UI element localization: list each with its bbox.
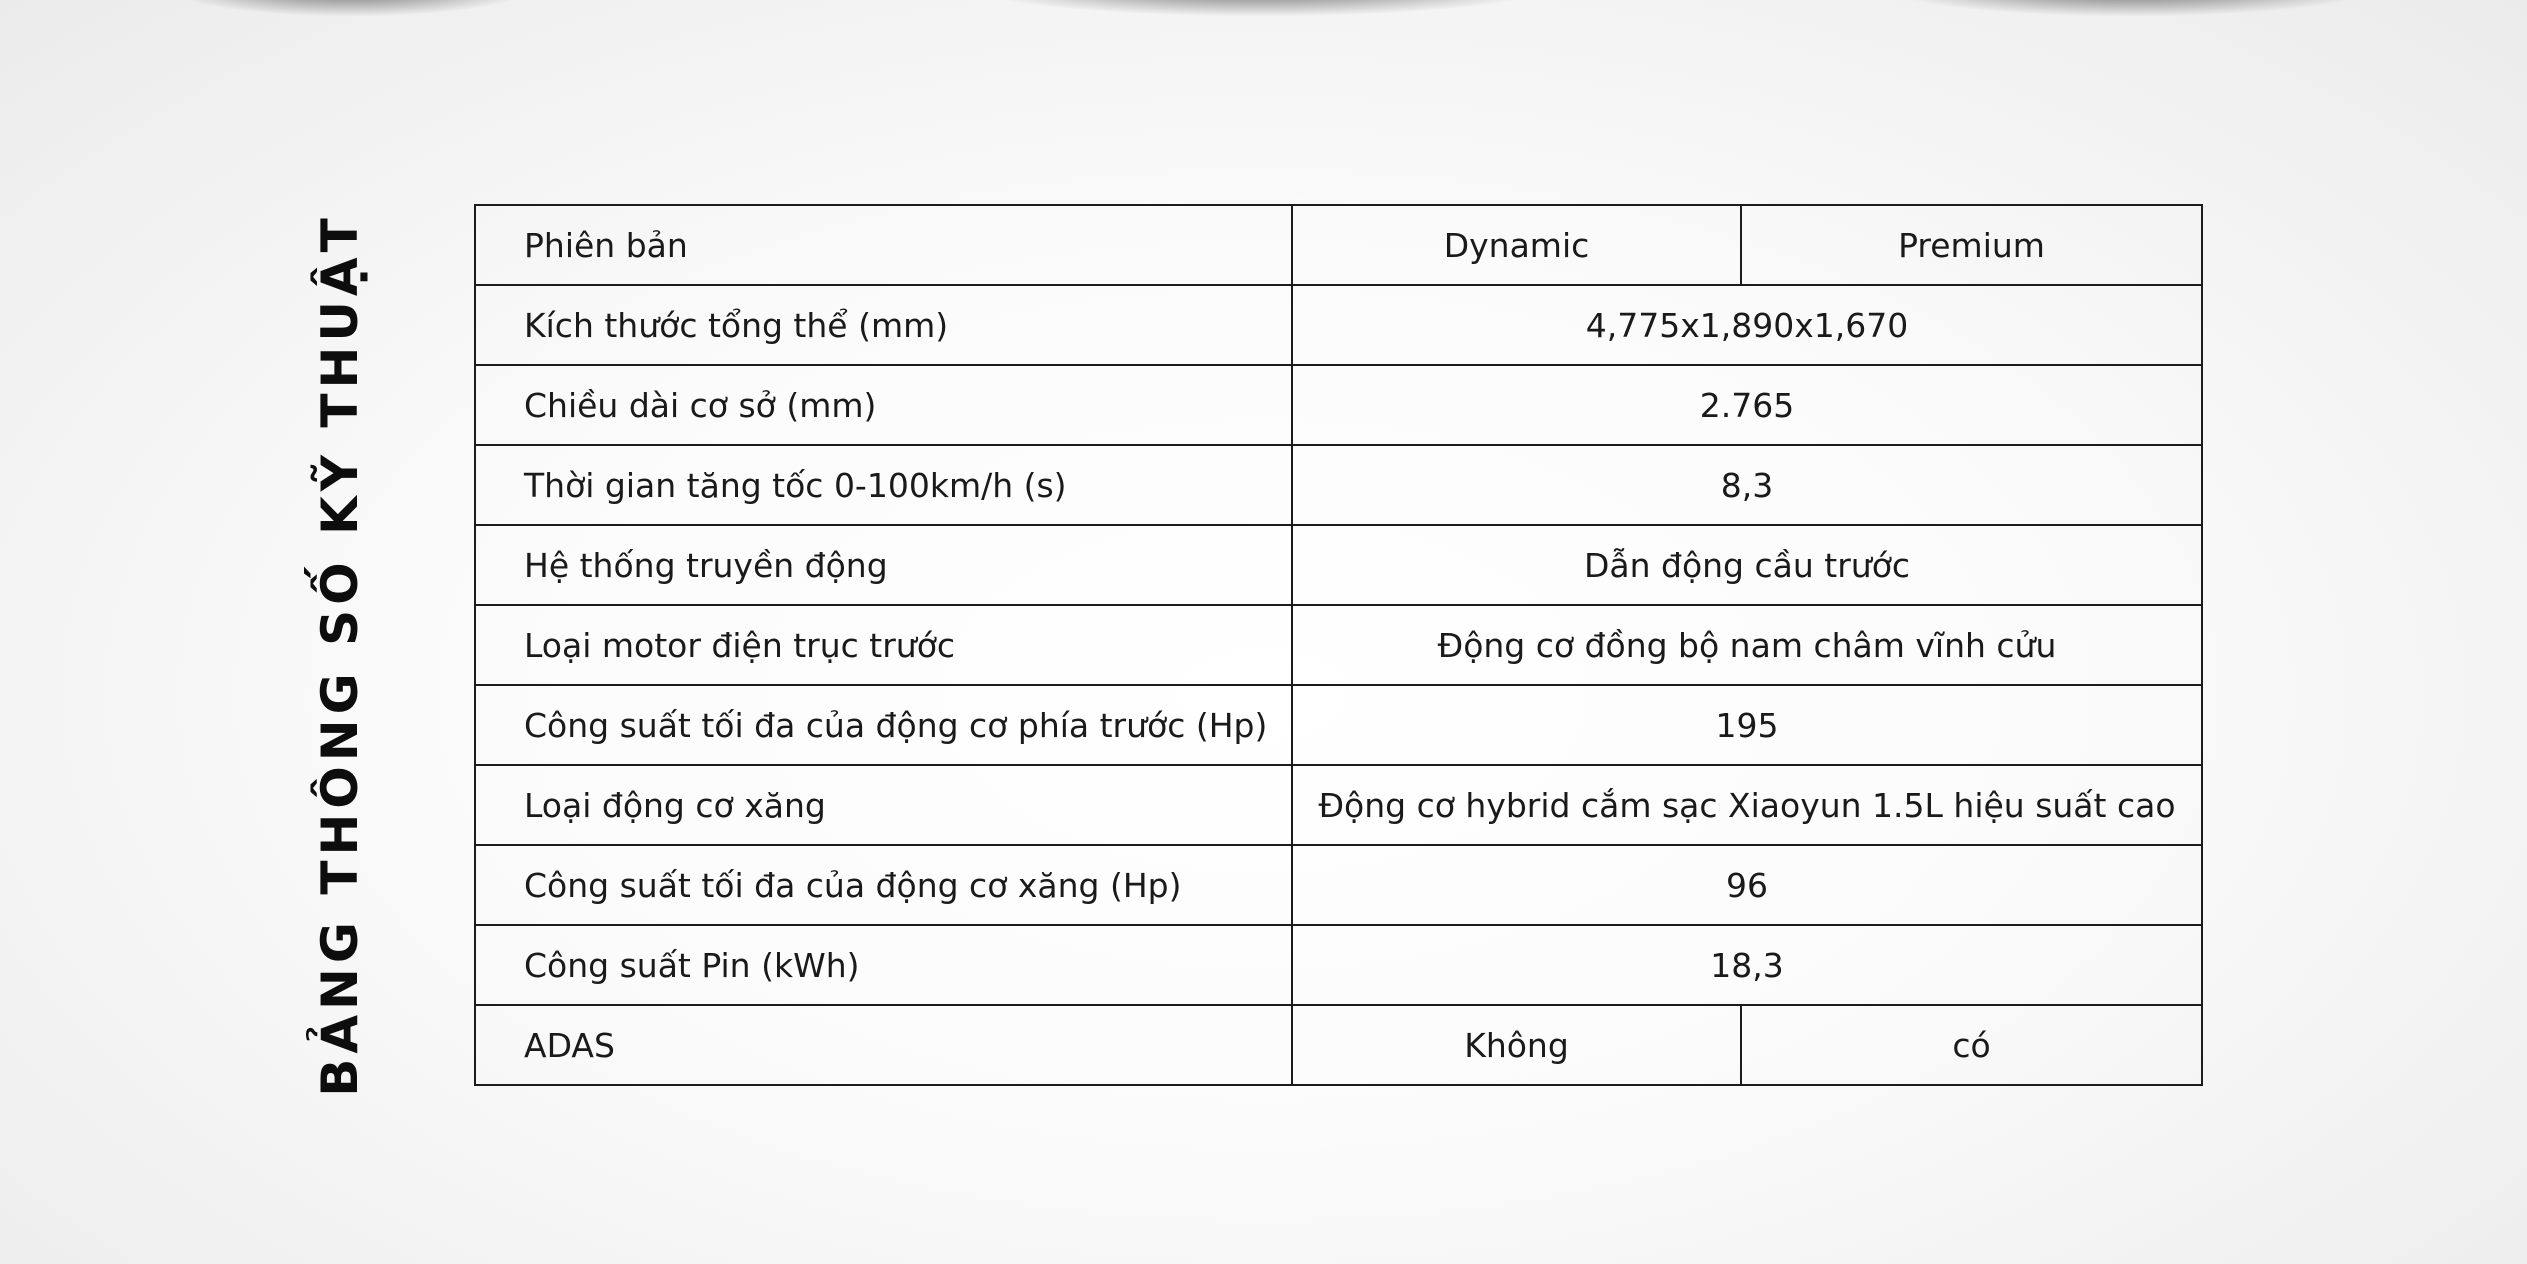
spec-table <box>474 204 2203 1086</box>
adas-premium-value: có <box>1741 1005 2202 1085</box>
row-value: Dẫn động cầu trước <box>1292 525 2202 605</box>
top-shadow <box>1890 0 2370 16</box>
header-label: Phiên bản <box>475 205 1292 285</box>
page-title: BẢNG THÔNG SỐ KỸ THUẬT <box>311 213 369 1097</box>
title-container <box>290 213 390 1097</box>
row-label: Công suất Pin (kWh) <box>475 925 1292 1005</box>
adas-dynamic-value: Không <box>1292 1005 1741 1085</box>
table-row <box>475 285 2202 365</box>
row-label: Kích thước tổng thể (mm) <box>475 285 1292 365</box>
table-row <box>475 365 2202 445</box>
row-label: Thời gian tăng tốc 0-100km/h (s) <box>475 445 1292 525</box>
top-shadow <box>980 0 1540 16</box>
row-value: 195 <box>1292 685 2202 765</box>
row-label: Loại động cơ xăng <box>475 765 1292 845</box>
table-row <box>475 1005 2202 1085</box>
table-row <box>475 605 2202 685</box>
top-shadow <box>170 0 530 16</box>
row-value: Động cơ hybrid cắm sạc Xiaoyun 1.5L hiệu suất cao <box>1292 765 2202 845</box>
row-label: Hệ thống truyền động <box>475 525 1292 605</box>
row-label: Loại motor điện trục trước <box>475 605 1292 685</box>
table-row <box>475 925 2202 1005</box>
row-value: 2.765 <box>1292 365 2202 445</box>
row-value: 4,775x1,890x1,670 <box>1292 285 2202 365</box>
row-label: Chiều dài cơ sở (mm) <box>475 365 1292 445</box>
row-value: 96 <box>1292 845 2202 925</box>
row-label: Công suất tối đa của động cơ xăng (Hp) <box>475 845 1292 925</box>
table-row <box>475 765 2202 845</box>
row-value: 8,3 <box>1292 445 2202 525</box>
version-premium: Premium <box>1741 205 2202 285</box>
table-row <box>475 525 2202 605</box>
table-row <box>475 845 2202 925</box>
table-row <box>475 685 2202 765</box>
row-value: 18,3 <box>1292 925 2202 1005</box>
version-dynamic: Dynamic <box>1292 205 1741 285</box>
row-value: Động cơ đồng bộ nam châm vĩnh cửu <box>1292 605 2202 685</box>
table-row-header <box>475 205 2202 285</box>
row-label: Công suất tối đa của động cơ phía trước (Hp) <box>475 685 1292 765</box>
table-row <box>475 445 2202 525</box>
row-label: ADAS <box>475 1005 1292 1085</box>
